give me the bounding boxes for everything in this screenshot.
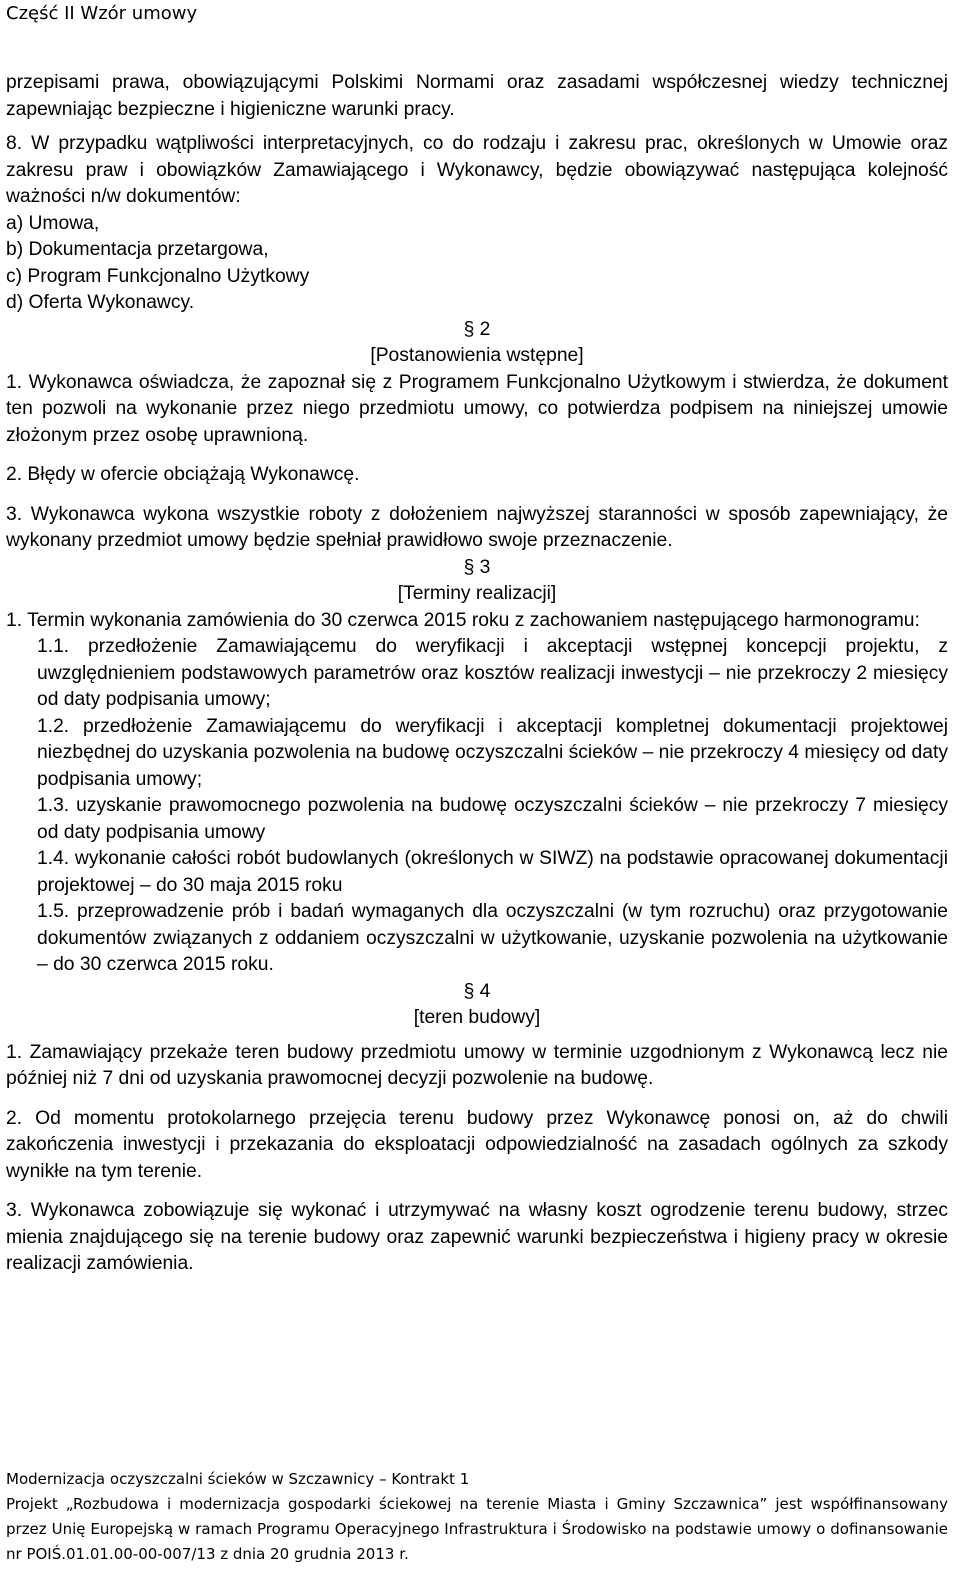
- schedule-item: 1.2. przedłożenie Zamawiającemu do weryfikacji i akceptacji kompletnej dokumentacji projektowej niezbędnej do uzyskania pozwolenia na budowę oczyszczalni ścieków – nie przekroczy 4 miesięcy od daty podpisania umowy;: [37, 715, 948, 790]
- list-item: a) Umowa,: [6, 212, 100, 234]
- document-body: [6, 70, 948, 1278]
- schedule-item: 1.1. przedłożenie Zamawiającemu do weryfikacji i akceptacji wstępnej koncepcji projektu, z uwzględnieniem podstawowych parametrów oraz kosztów realizacji inwestycji – nie przekroczy 2 miesięcy od daty podpisania umowy;: [37, 636, 948, 710]
- section-2-title: [Postanowienia wstępne]: [370, 345, 584, 366]
- footer-funding-note: Projekt „Rozbudowa i modernizacja gospodarki ściekowej na terenie Miasta i Gminy Szczawnica” jest współfinansowany przez Unię Europejską w ramach Programu Operacyjnego Infrastruktura i Środowisko na podstawie umowy o dofinansowanie nr POIŚ.01.01.00-00-007/13 z dnia 20 grudnia 2013 r.: [6, 1495, 948, 1563]
- section-4-paragraph-2: 2. Od momentu protokolarnego przejęcia terenu budowy przez Wykonawcę ponosi on, aż do chwili zakończenia inwestycji i przekazania do eksploatacji odpowiedzialność na zasadach ogólnych za szkody wynikłe na tym terenie.: [6, 1107, 948, 1182]
- list-item: b) Dokumentacja przetargowa,: [6, 239, 269, 260]
- page-header: [6, 2, 197, 26]
- section-4-number: § 4: [463, 980, 491, 1002]
- section-3-number: § 3: [463, 556, 491, 578]
- section-3-title: [Terminy realizacji]: [397, 583, 557, 604]
- header-title: Część II Wzór umowy: [6, 3, 198, 24]
- section-4-paragraph-3: 3. Wykonawca zobowiązuje się wykonać i utrzymywać na własny koszt ogrodzenie terenu budowy, strzec mienia znajdującego się na terenie budowy oraz zapewnić warunki bezpieczeństwa i higieny pracy w okresie realizacji zamówienia.: [6, 1200, 948, 1274]
- section-4-paragraph-1: 1. Zamawiający przekaże teren budowy przedmiotu umowy w terminie uzgodnionym z Wykonawcą lecz nie później niż 7 dni od uzyskania prawomocnej decyzji pozwolenie na budowę.: [6, 1041, 948, 1089]
- section-2-paragraph-1: 1. Wykonawca oświadcza, że zapoznał się z Programem Funkcjonalno Użytkowym i stwierdza, że dokument ten pozwoli na wykonanie przez niego przedmiotu umowy, co potwierdza podpisem na niniejszej umowie złożonym przez osobę uprawnioną.: [6, 371, 948, 446]
- schedule-item: 1.3. uzyskanie prawomocnego pozwolenia na budowę oczyszczalni ścieków – nie przekroczy 7 miesięcy od daty podpisania umowy: [37, 795, 948, 843]
- footer-project-name: Modernizacja oczyszczalni ścieków w Szczawnicy – Kontrakt 1: [6, 1470, 470, 1488]
- list-item: c) Program Funkcjonalno Użytkowy: [6, 265, 310, 287]
- intro-paragraph: przepisami prawa, obowiązującymi Polskimi Normami oraz zasadami współczesnej wiedzy technicznej zapewniając bezpieczne i higieniczne warunki pracy.: [6, 72, 948, 120]
- list-item: d) Oferta Wykonawcy.: [6, 292, 195, 313]
- section-2-paragraph-2: 2. Błędy w ofercie obciążają Wykonawcę.: [6, 464, 360, 485]
- schedule-item: 1.5. przeprowadzenie prób i badań wymaganych dla oczyszczalni (w tym rozruchu) oraz przygotowanie dokumentów związanych z oddaniem oczyszczalni w użytkowanie, uzyskanie pozwolenia na użytkowanie – do 30 czerwca 2015 roku.: [37, 901, 948, 975]
- schedule-item: 1.4. wykonanie całości robót budowlanych (określonych w SIWZ) na podstawie opracowanej dokumentacji projektowej – do 30 maja 2015 roku: [37, 848, 948, 896]
- section-3-paragraph-1: 1. Termin wykonania zamówienia do 30 czerwca 2015 roku z zachowaniem następującego harmonogramu:: [6, 609, 920, 631]
- page-footer: [6, 1467, 948, 1567]
- section-4-title: [teren budowy]: [413, 1007, 541, 1028]
- section-2-paragraph-3: 3. Wykonawca wykona wszystkie roboty z dołożeniem najwyższej staranności w sposób zapewniający, że wykonany przedmiot umowy będzie spełniał prawidłowo swoje przeznaczenie.: [6, 503, 948, 551]
- section-2-number: § 2: [463, 318, 491, 340]
- paragraph-8: 8. W przypadku wątpliwości interpretacyjnych, co do rodzaju i zakresu prac, określonych w Umowie oraz zakresu praw i obowiązków Zamawiającego i Wykonawcy, będzie obowiązywać następująca kolejność ważności n/w dokumentów:: [6, 133, 948, 207]
